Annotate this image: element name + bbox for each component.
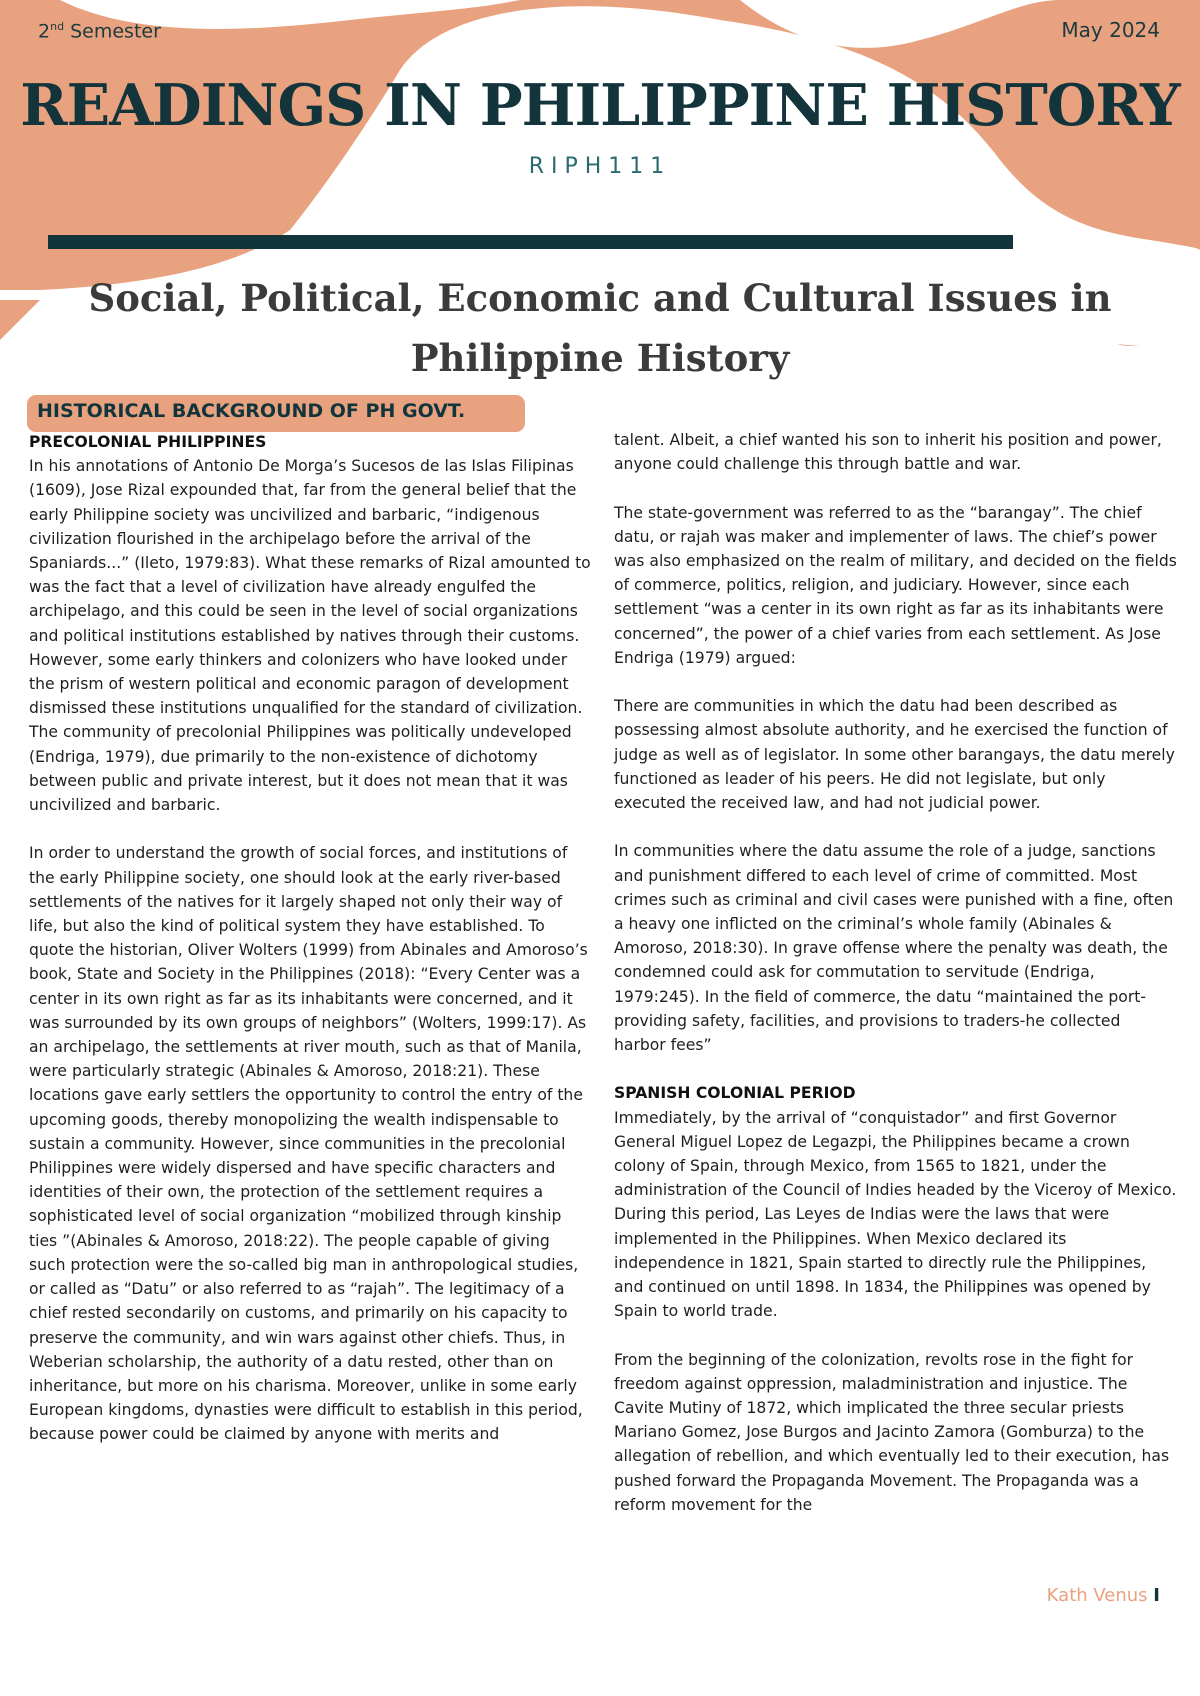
header-divider <box>48 235 1013 249</box>
paragraph: Immediately, by the arrival of “conquistador” and first Governor General Miguel Lopez de Legazpi, the Philippines became a crown colony of Spain, through Mexico, from 1565 to 1821, under the administration of the Council of Indies headed by the Viceroy of Mexico. During this period, Las Leyes de Indias were the laws that were implemented in the Philippines. When Mexico declared its independence in 1821, Spain started to directly rule the Philippines, and continued on until 1898. In 1834, the Philippines was opened by Spain to world trade. <box>614 1108 1177 1321</box>
date-label: May 2024 <box>1061 18 1160 42</box>
course-code: RIPH111 <box>528 154 672 179</box>
paragraph: In order to understand the growth of social forces, and institutions of the early Philippine society, one should look at the early river-based settlements of the natives for it largely shaped not only their way of life, but also the kind of political system they have established. To quote the historian, Oliver Wolters (1999) from Abinales and Amoroso’s book, State and Society in the Philippines (2018): “Every Center was a center in its own right as far as its inhabitants were concerned, and it was surrounded by its own groups of neighbors” (Wolters, 1999:17). As an archipelago, the settlements at river mouth, such as that of Manila, were particularly strategic (Abinales & Amoroso, 2018:21). These locations gave early settlers the opportunity to control the entry of the upcoming goods, thereby monopolizing the wealth indispensable to sustain a community. However, since communities in the precolonial Philippines were widely dispersed and have specific characters and identities of their own, the protection of the settlement requires a sophisticated level of social organization “mobilized through kinship ties ”(Abinales & Amoroso, 2018:22). The people capable of giving such protection were the so-called big man in anthropological studies, or called as “Datu” or also referred to as “rajah”. The legitimacy of a chief rested secondarily on customs, and primarily on his capacity to preserve the community, and win wars against other chiefs. Thus, in Weberian scholarship, the authority of a datu rested, other than on inheritance, but more on his charisma. Moreover, unlike in some early European kingdoms, dynasties were difficult to establish in this period, because power could be claimed by anyone with merits and <box>29 844 588 1444</box>
semester-label: 2nd Semester <box>38 20 161 43</box>
section-heading-label: HISTORICAL BACKGROUND OF PH GOVT. <box>37 400 466 422</box>
paragraph: In communities where the datu assume the role of a judge, sanctions and punishment differed to each level of crime of committed. Most crimes such as criminal and civil cases were punished with a fine, often a heavy one inflicted on the criminal’s whole family (Abinales & Amoroso, 2018:30). In grave offense where the penalty was death, the condemned could ask for commutation to servitude (Endriga, 1979:245). In the field of commerce, the datu “maintained the port-providing safety, facilities, and provisions to traders-he collected harbor fees” <box>614 842 1174 1055</box>
subtitle-line-2: Philippine History <box>410 336 790 380</box>
paragraph: The state-government was referred to as the “barangay”. The chief datu, or rajah was maker and implementer of laws. The chief’s power was also emphasized on the realm of military, and decided on the fields of commerce, politics, religion, and judiciary. However, since each settlement “was a center in its own right as far as its inhabitants were concerned”, the power of a chief varies from each settlement. As Jose Endriga (1979) argued: <box>614 503 1177 667</box>
section-heading-pill <box>27 395 525 432</box>
footer-author: Kath Venus I <box>1046 1585 1160 1606</box>
footer-mark: I <box>1153 1585 1160 1606</box>
paragraph: In his annotations of Antonio De Morga’s Sucesos de las Islas Filipinas (1609), Jose Rizal expounded that, far from the general belief that the early Philippine society was uncivilized and barbaric, “indigenous civilization flourished in the archipelago before the arrival of the Spaniards...” (Ileto, 1979:83). What these remarks of Rizal amounted to was the fact that a level of civilization have already engulfed the archipelago, and this could be seen in the level of social organizations and political institutions established by natives through their customs. However, some early thinkers and colonizers who have looked under the prism of western political and economic paragon of development dismissed these institutions unqualified for the standard of civilization. The community of precolonial Philippines was politically undeveloped (Endriga, 1979), due primarily to the non-existence of dichotomy between public and private interest, but it does not mean that it was uncivilized and barbaric. <box>29 457 591 815</box>
paragraph: talent. Albeit, a chief wanted his son to inherit his position and power, anyone could challenge this through battle and war. <box>614 431 1162 474</box>
right-column <box>614 428 1177 1517</box>
block-quote: There are communities in which the datu had been described as possessing almost absolute authority, and he exercised the function of judge as well as of legislator. In some other barangays, the datu merely functioned as leader of his peers. He did not legislate, but only executed the received law, and had not judicial power. <box>614 697 1175 813</box>
heading-precolonial: PRECOLONIAL PHILIPPINES <box>29 433 267 451</box>
decorative-blob-background <box>0 0 1200 460</box>
subtitle-line-1: Social, Political, Economic and Cultural Issues in <box>88 276 1112 320</box>
paragraph: From the beginning of the colonization, revolts rose in the fight for freedom against oppression, maladministration and injustice. The Cavite Mutiny of 1872, which implicated the three secular priests Mariano Gomez, Jose Burgos and Jacinto Zamora (Gomburza) to the allegation of rebellion, and which eventually led to their execution, has pushed forward the Propaganda Movement. The Propaganda was a reform movement for the <box>614 1350 1170 1514</box>
page-title: READINGS IN PHILIPPINE HISTORY <box>20 72 1180 139</box>
heading-spanish-colonial: SPANISH COLONIAL PERIOD <box>614 1084 856 1103</box>
document-subtitle <box>0 268 1200 388</box>
left-column <box>29 430 591 1447</box>
